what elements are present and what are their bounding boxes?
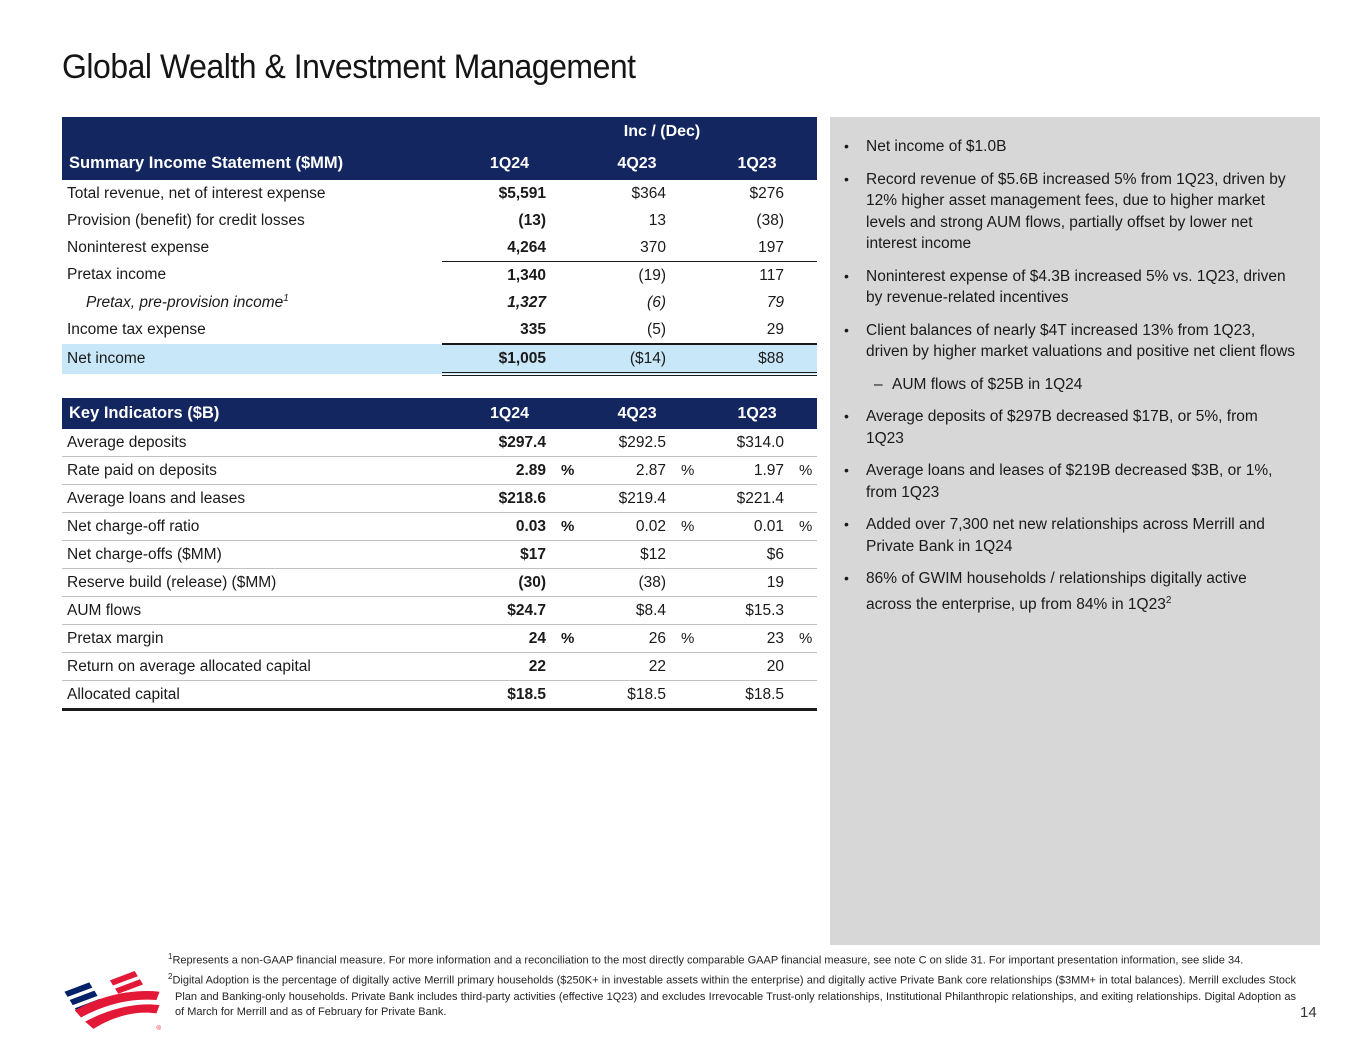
- list-item: [842, 568, 1296, 615]
- table-row: Income tax expense 335 (5) 29: [67, 320, 784, 338]
- footnote-1: $^1$Represents a non-GAAP financial measure. For more information and a reconciliation to the most directly comparable GAAP financial measure, see note C on slide 31. For important presentation information, see slide 34.: [168, 952, 1244, 967]
- bullet-icon: •: [844, 321, 849, 338]
- bullet-icon: •: [844, 267, 849, 284]
- bullet-icon: •: [844, 408, 849, 424]
- income-table-title: Summary Income Statement ($MM): [62, 147, 442, 180]
- bullet-icon: •: [844, 570, 849, 586]
- highlight-text: Record revenue of $5.6B increased 5% from 1Q23, driven by 12% higher asset management fees, due to higher market levels and strong AUM flows, partially offset by lower net interest income: [866, 170, 1286, 252]
- list-item: [842, 514, 1296, 557]
- footnote-2: $^2$Digital Adoption is the percentage of digitally active Merrill primary households ($250K+ in investable assets within the enterprise) and digitally active Private Bank core relationships ($3MM+ in total balances). Merrill excludes Stock Plan and Banking-only households. Private Bank includes third-party activities (effective 1Q23) and excludes Irrevocable Trust-only relationships, Institutional Philanthropic relationships, and exiting relationships. Digital Adoption as of March for Merrill and as of February for Private Bank.: [168, 972, 1296, 1019]
- col-1q23: 1Q23: [697, 398, 817, 429]
- table-row: Allocated capital $18.5 $18.5 $18.5: [62, 681, 817, 710]
- bullet-icon: •: [844, 138, 849, 154]
- dash-icon: –: [874, 375, 883, 393]
- list-item: [842, 169, 1296, 255]
- bullet-icon: •: [844, 516, 849, 532]
- table-row: Net charge-offs ($MM) $17 $12 $6: [62, 541, 817, 569]
- col-1q24: 1Q24: [442, 398, 577, 429]
- table-row: Noninterest expense 4,264 370 197: [67, 238, 784, 256]
- table-row: Reserve build (release) ($MM) (30) (38) 19: [62, 569, 817, 597]
- summary-income-statement-table: [62, 117, 817, 376]
- sub-list-item: [874, 374, 1296, 396]
- bank-of-america-logo: [60, 970, 164, 1032]
- highlights-panel: [830, 117, 1320, 945]
- table-row: Pretax margin 24 % 26 % 23 %: [62, 625, 817, 653]
- table-row: Return on average allocated capital 22 22 20: [62, 653, 817, 681]
- key-indicators-table: [62, 398, 817, 711]
- highlight-subtext: AUM flows of $25B in 1Q24: [892, 375, 1083, 393]
- highlight-text: Average loans and leases of $219B decreased $3B, or 1%, from 1Q23: [866, 462, 1273, 501]
- highlight-text: 86% of GWIM households / relationships digitally active across the enterprise, up from 84% in 1Q23: [866, 570, 1247, 613]
- table-row: Average loans and leases $218.6 $219.4 $221.4: [62, 485, 817, 513]
- inc-dec-header-row: [62, 117, 817, 147]
- indicators-table-title: Key Indicators ($B): [62, 398, 442, 429]
- bullet-icon: •: [844, 170, 849, 187]
- list-item: [842, 406, 1296, 449]
- footnote-marker: 1: [168, 952, 173, 961]
- table-row: Average deposits $297.4 $292.5 $314.0: [62, 429, 817, 457]
- list-item: [842, 460, 1296, 503]
- footnotes: [168, 949, 1296, 1021]
- table-row: Rate paid on deposits 2.89 % 2.87 % 1.97 %: [62, 457, 817, 485]
- list-item: [842, 266, 1296, 309]
- svg-text:®: ®: [156, 1024, 161, 1032]
- list-item: [842, 136, 1296, 158]
- footnote-ref-2: 2: [1165, 594, 1172, 606]
- table-row: Provision (benefit) for credit losses (13) 13 (38): [67, 211, 784, 229]
- table-row: Pretax, pre-provision income$^1$ 1,327 (6) 79: [86, 292, 784, 312]
- income-column-header-row: [62, 147, 817, 180]
- col-1q24: 1Q24: [442, 147, 577, 180]
- highlight-text: Average deposits of $297B decreased $17B, or 5%, from 1Q23: [866, 408, 1258, 447]
- header-spacer: [62, 117, 577, 147]
- page-number: 14: [1300, 1004, 1317, 1021]
- table-row: Pretax income 1,340 (19) 117: [62, 262, 817, 290]
- table-row: AUM flows $24.7 $8.4 $15.3: [62, 597, 817, 625]
- list-item: [842, 320, 1296, 363]
- table-row: Net charge-off ratio 0.03 % 0.02 % 0.01 %: [62, 513, 817, 541]
- flag-icon: [60, 970, 164, 1032]
- table-row: Total revenue, net of interest expense $5,591 $364 $276: [67, 184, 784, 202]
- inc-dec-label: Inc / (Dec): [577, 117, 817, 147]
- col-4q23: 4Q23: [577, 398, 697, 429]
- col-4q23: 4Q23: [577, 147, 697, 180]
- footnote-marker: 2: [168, 972, 173, 982]
- col-1q23: 1Q23: [697, 147, 817, 180]
- highlight-text: Noninterest expense of $4.3B increased 5% vs. 1Q23, driven by revenue-related incentives: [866, 267, 1286, 306]
- highlight-text: Client balances of nearly $4T increased 13% from 1Q23, driven by higher market valuations and positive net client flows: [866, 321, 1296, 360]
- footnote-ref-1: 1: [283, 292, 289, 304]
- highlight-text: Net income of $1.0B: [866, 138, 1007, 155]
- page-title: Global Wealth & Investment Management: [62, 48, 636, 86]
- indicators-column-header-row: [62, 398, 817, 429]
- highlight-text: Added over 7,300 net new relationships across Merrill and Private Bank in 1Q24: [866, 516, 1265, 555]
- net-income-row: Net income $1,005 ($14) $88: [62, 344, 817, 374]
- bullet-icon: •: [844, 462, 849, 478]
